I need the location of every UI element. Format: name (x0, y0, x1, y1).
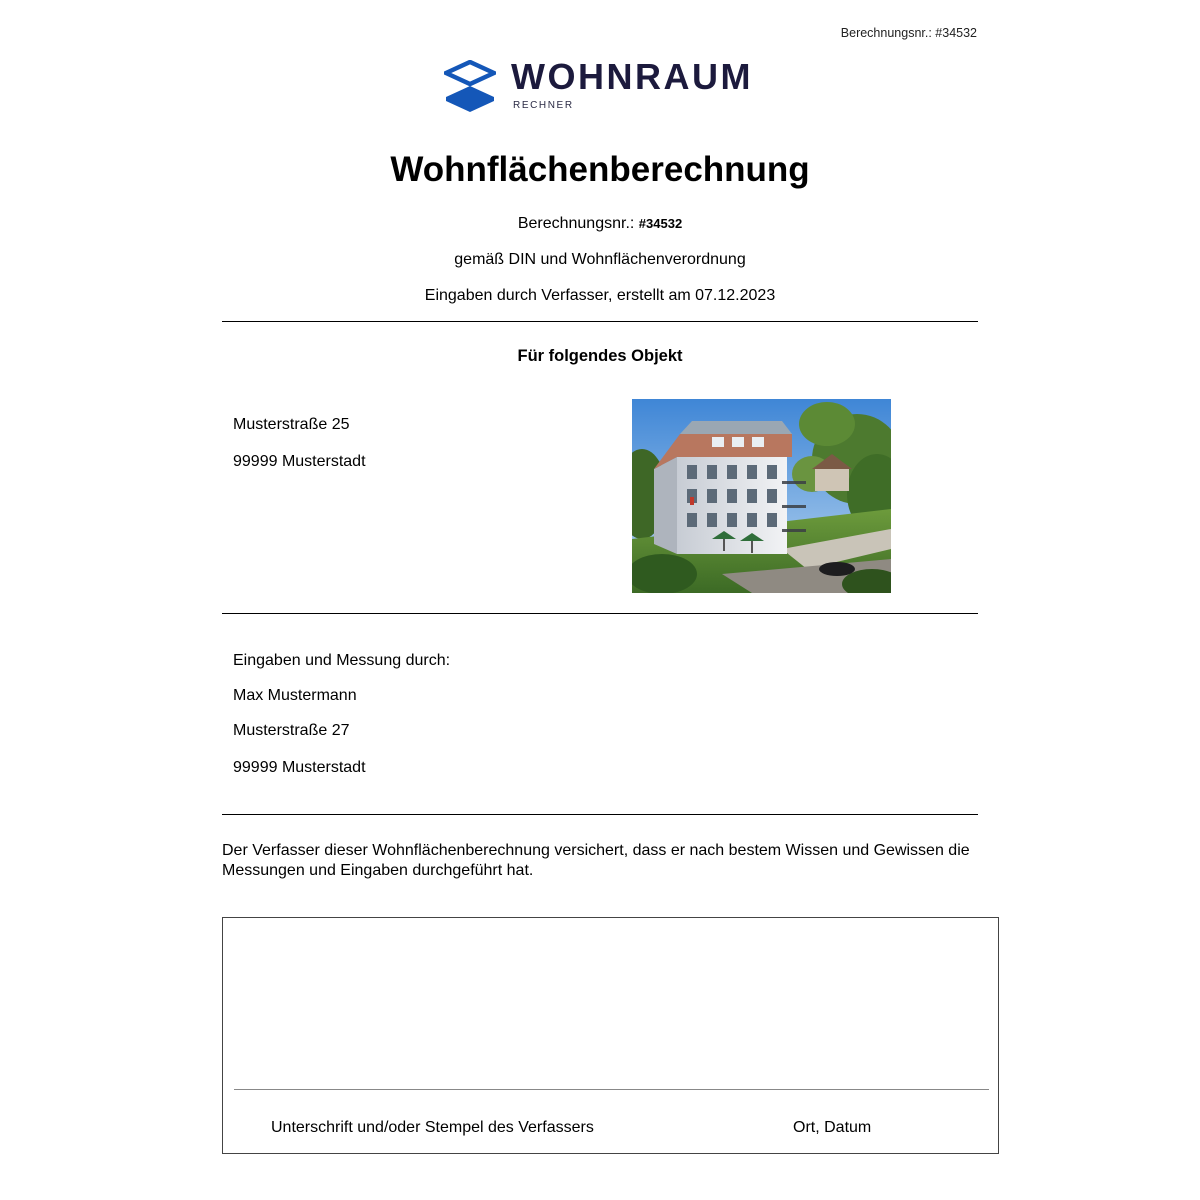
page-title: Wohnflächenberechnung (390, 150, 810, 189)
declaration-text: Der Verfasser dieser Wohnflächenberechnung versichert, dass er nach bestem Wissen und Gewissen die Messungen und Eingaben durchgeführt hat. (222, 842, 970, 879)
author-name: Max Mustermann (233, 687, 357, 704)
reference-number-top: Berechnungsnr.: #34532 (840, 26, 977, 40)
divider (222, 613, 978, 614)
author-street: Musterstraße 27 (233, 722, 350, 739)
object-city: 99999 Musterstadt (233, 453, 366, 470)
signature-label: Unterschrift und/oder Stempel des Verfassers (271, 1119, 594, 1136)
divider (222, 321, 978, 322)
author-label: Eingaben und Messung durch: (233, 652, 451, 669)
signature-line (234, 1089, 989, 1090)
logo-wordmark: WOHNRAUM (511, 56, 753, 97)
stacked-diamond-icon (444, 60, 496, 112)
place-date-label: Ort, Datum (793, 1119, 872, 1136)
created-line: Eingaben durch Verfasser, erstellt am 07.12.2023 (424, 287, 776, 304)
object-heading: Für folgendes Objekt (517, 347, 683, 365)
reference-value: #34532 (638, 216, 683, 231)
wohnraum-logo (444, 58, 754, 116)
divider (222, 814, 978, 815)
author-city: 99999 Musterstadt (233, 759, 366, 776)
norm-line: gemäß DIN und Wohnflächenverordnung (454, 251, 746, 268)
reference-line (0, 215, 1200, 233)
logo-subline: RECHNER (513, 100, 574, 111)
object-street: Musterstraße 25 (233, 416, 350, 433)
reference-label: Berechnungsnr.: (517, 215, 635, 232)
apartment-building-photo (632, 399, 891, 593)
